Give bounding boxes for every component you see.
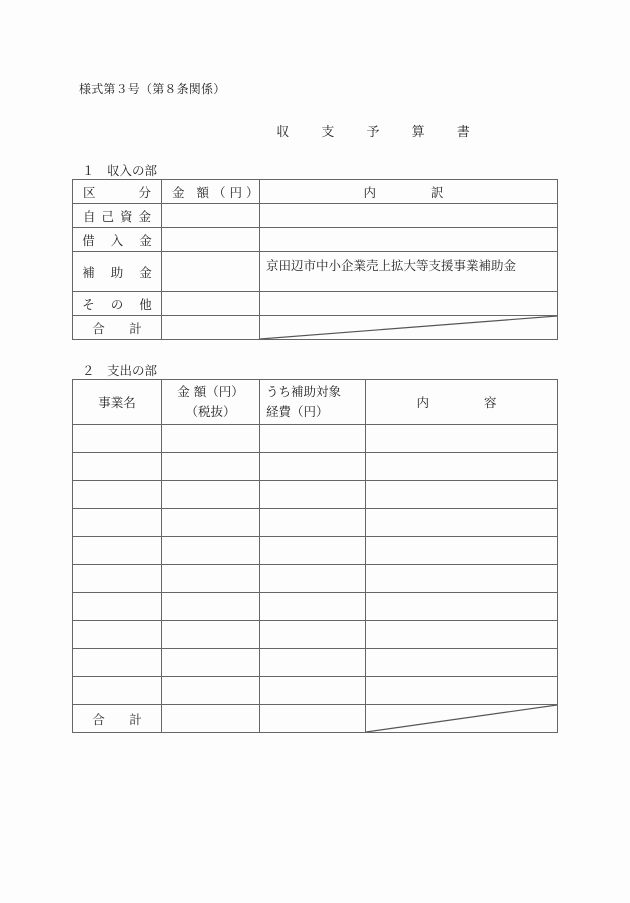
col-header-amount: 金 額（円） [162,180,260,204]
content-cell[interactable] [366,565,558,593]
expense-row [73,649,558,677]
total-amount-cell[interactable] [162,705,260,733]
total-label: 合 計 [73,316,162,340]
expense-section-title: ２ 支出の部 [82,363,158,378]
amount-header-line2: （税抜） [185,404,236,419]
eligible-cell[interactable] [260,537,366,565]
amount-cell[interactable] [162,292,260,316]
category-cell: 補 助 金 [73,252,162,292]
amount-cell[interactable] [162,565,260,593]
expense-rows [73,425,558,705]
income-section-title: １ 収入の部 [82,163,158,178]
category-cell: 借 入 金 [73,228,162,252]
amount-cell[interactable] [162,481,260,509]
eligible-cell[interactable] [260,425,366,453]
eligible-cell[interactable] [260,481,366,509]
diagonal-line [366,705,557,732]
eligible-cell[interactable] [260,649,366,677]
expense-row [73,425,558,453]
eligible-cell[interactable] [260,621,366,649]
expense-row [73,481,558,509]
content-cell[interactable] [366,425,558,453]
income-row [73,204,558,228]
amount-cell[interactable] [162,204,260,228]
expense-row [73,621,558,649]
breakdown-cell[interactable] [260,292,558,316]
expense-table [72,379,558,733]
project-cell[interactable] [73,677,162,705]
income-total-row [73,316,558,340]
diagonal-line [260,316,557,339]
income-row [73,252,558,292]
content-cell[interactable] [366,677,558,705]
col-header-amount [162,380,260,425]
amount-cell[interactable] [162,593,260,621]
amount-cell[interactable] [162,252,260,292]
col-header-breakdown: 内 訳 [260,180,558,204]
amount-cell[interactable] [162,537,260,565]
expense-total-row [73,705,558,733]
content-cell[interactable] [366,509,558,537]
content-cell[interactable] [366,481,558,509]
content-cell[interactable] [366,537,558,565]
amount-cell[interactable] [162,677,260,705]
income-table [72,179,558,340]
category-cell: 自己資金 [73,204,162,228]
amount-cell[interactable] [162,621,260,649]
project-cell[interactable] [73,481,162,509]
content-cell[interactable] [366,593,558,621]
diagonal-strike-cell [260,316,558,340]
project-cell[interactable] [73,621,162,649]
eligible-header-line2: 経費（円） [266,404,329,419]
eligible-cell[interactable] [260,593,366,621]
eligible-cell[interactable] [260,565,366,593]
amount-cell[interactable] [162,453,260,481]
expense-row [73,593,558,621]
col-header-eligible [260,380,366,425]
project-cell[interactable] [73,509,162,537]
breakdown-cell[interactable] [260,204,558,228]
document-title: 収 支 予 算 書 [276,125,484,140]
project-cell[interactable] [73,537,162,565]
project-cell[interactable] [73,565,162,593]
expense-row [73,677,558,705]
breakdown-cell[interactable] [260,228,558,252]
eligible-cell[interactable] [260,509,366,537]
eligible-header-line1: うち補助対象 [266,384,342,399]
income-header-row [73,180,558,204]
project-cell[interactable] [73,425,162,453]
total-amount-cell[interactable] [162,316,260,340]
total-eligible-cell[interactable] [260,705,366,733]
expense-row [73,565,558,593]
col-header-category: 区 分 [73,180,162,204]
income-row [73,228,558,252]
amount-cell[interactable] [162,509,260,537]
expense-row [73,509,558,537]
content-cell[interactable] [366,453,558,481]
diagonal-strike-cell [366,705,558,733]
project-cell[interactable] [73,649,162,677]
expense-row [73,453,558,481]
amount-cell[interactable] [162,228,260,252]
total-label: 合 計 [73,705,162,733]
col-header-project: 事業名 [73,380,162,425]
col-header-content: 内 容 [366,380,558,425]
income-row [73,292,558,316]
project-cell[interactable] [73,593,162,621]
expense-row [73,537,558,565]
amount-header-line1: 金 額（円） [177,384,244,399]
amount-cell[interactable] [162,649,260,677]
form-number: 様式第３号（第８条関係） [79,82,226,96]
eligible-cell[interactable] [260,677,366,705]
expense-header-row [73,380,558,425]
eligible-cell[interactable] [260,453,366,481]
content-cell[interactable] [366,621,558,649]
amount-cell[interactable] [162,425,260,453]
project-cell[interactable] [73,453,162,481]
category-cell: そ の 他 [73,292,162,316]
content-cell[interactable] [366,649,558,677]
breakdown-cell[interactable]: 京田辺市中小企業売上拡大等支援事業補助金 [260,252,558,292]
